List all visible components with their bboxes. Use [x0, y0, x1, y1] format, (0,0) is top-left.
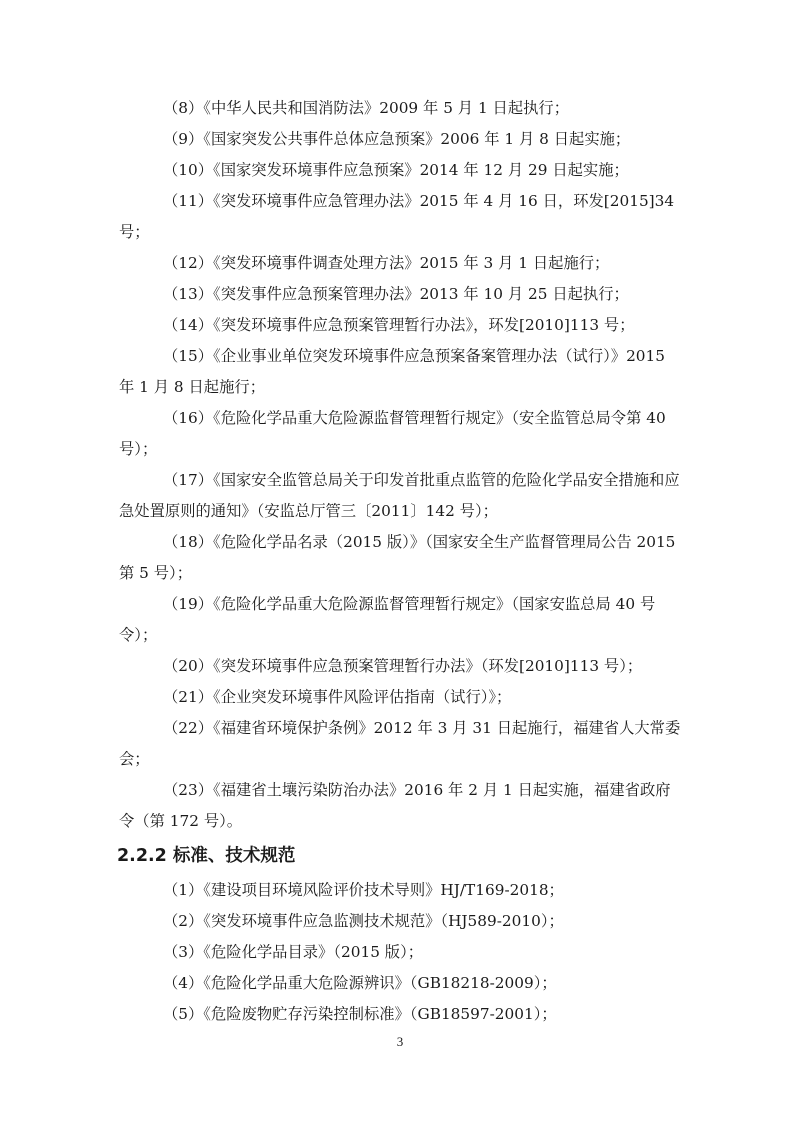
page-content	[119, 93, 684, 1030]
standard-item: （5）《危险废物贮存污染控制标准》（GB18597-2001）；	[163, 1005, 557, 1023]
regulation-item: （23）《福建省土壤污染防治办法》2016 年 2 月 1 日起实施，福建省政府令（第 172 号）。	[119, 781, 671, 830]
regulation-item: （19）《危险化学品重大危险源监督管理暂行规定》（国家安监总局 40 号令）；	[119, 595, 656, 644]
standard-item: （4）《危险化学品重大危险源辨识》（GB18218-2009）；	[163, 974, 557, 992]
regulation-item: （14）《突发环境事件应急预案管理暂行办法》，环发[2010]113 号；	[163, 316, 635, 334]
page-number: 3	[396, 1034, 404, 1049]
regulation-item: （16）《危险化学品重大危险源监督管理暂行规定》（安全监管总局令第 40 号）；	[119, 409, 666, 458]
regulation-item: （11）《突发环境事件应急管理办法》2015 年 4 月 16 日，环发[2015]34 号；	[119, 192, 675, 241]
regulation-item: （17）《国家安全监管总局关于印发首批重点监管的危险化学品安全措施和应急处置原则的通知》（安监总厅管三〔2011〕142 号）；	[119, 471, 680, 520]
regulation-item: （22）《福建省环境保护条例》2012 年 3 月 31 日起施行，福建省人大常委会；	[119, 719, 681, 768]
regulation-item: （12）《突发环境事件调查处理方法》2015 年 3 月 1 日起施行；	[163, 254, 610, 272]
standard-item: （3）《危险化学品目录》（2015 版）；	[163, 943, 424, 961]
regulation-item: （9）《国家突发公共事件总体应急预案》2006 年 1 月 8 日起实施；	[163, 130, 631, 148]
section-heading: 2.2.2 标准、技术规范	[117, 846, 296, 866]
regulation-item: （15）《企业事业单位突发环境事件应急预案备案管理办法（试行）》2015 年 1 月 8 日起施行；	[119, 347, 666, 396]
standard-item: （1）《建设项目环境风险评价技术导则》HJ/T169-2018；	[163, 881, 564, 899]
regulation-item: （20）《突发环境事件应急预案管理暂行办法》（环发[2010]113 号）；	[163, 657, 643, 675]
regulation-item: （21）《企业突发环境事件风险评估指南（试行）》；	[163, 688, 512, 706]
regulation-item: （10）《国家突发环境事件应急预案》2014 年 12 月 29 日起实施；	[163, 161, 629, 179]
regulation-item: （18）《危险化学品名录（2015 版）》（国家安全生产监督管理局公告 2015 第 5 号）；	[119, 533, 676, 582]
standard-item: （2）《突发环境事件应急监测技术规范》（HJ589-2010）；	[163, 912, 564, 930]
standards-list	[119, 875, 684, 1030]
regulation-item: （8）《中华人民共和国消防法》2009 年 5 月 1 日起执行；	[163, 99, 570, 117]
regulation-item: （13）《突发事件应急预案管理办法》2013 年 10 月 25 日起执行；	[163, 285, 629, 303]
regulations-list	[119, 93, 684, 837]
